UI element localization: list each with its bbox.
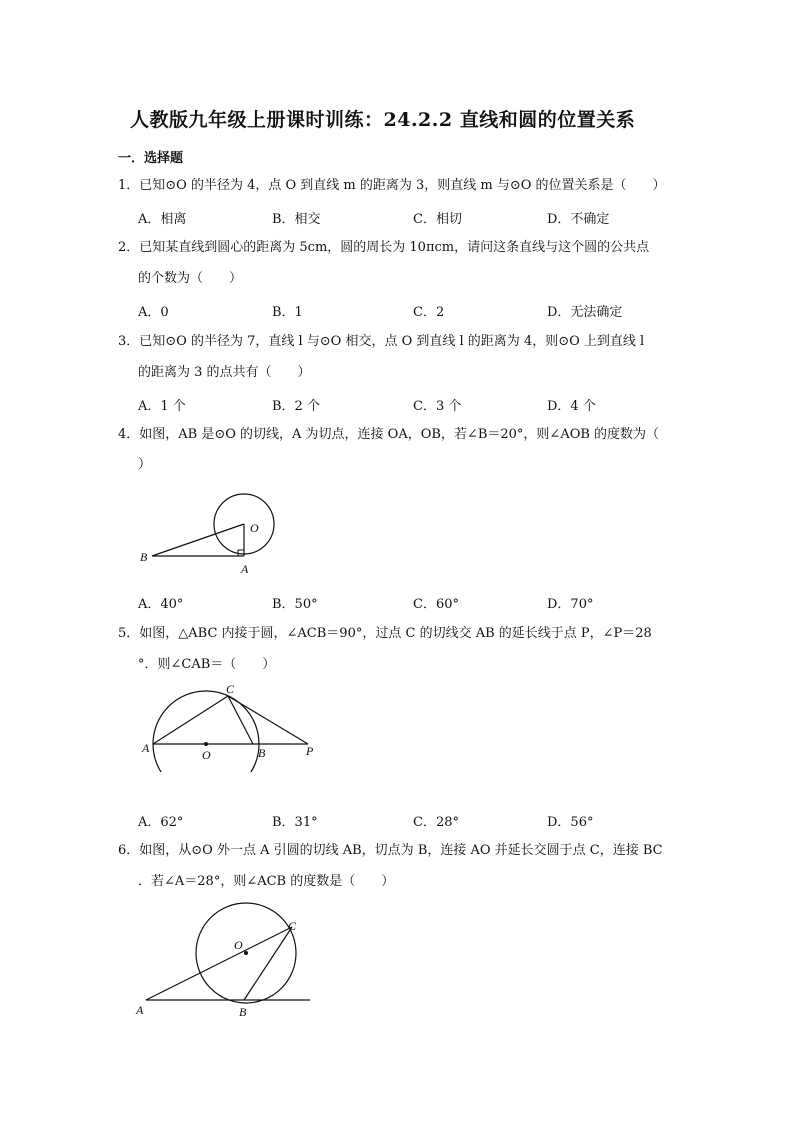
question-3-option-a: A．1 个 (138, 399, 186, 414)
question-6-figure (130, 900, 330, 1025)
question-1-option-b: B．相交 (272, 212, 321, 227)
question-3-option-b: B．2 个 (272, 399, 320, 414)
section-heading: 一．选择题 (118, 151, 184, 166)
label-b: B (258, 746, 266, 760)
question-4-text-line-1: 4．如图，AB 是⊙O 的切线，A 为切点，连接 OA，OB，若∠B＝20°，则∠AOB 的度数为（ (118, 427, 660, 442)
question-5-option-b: B．31° (272, 815, 318, 830)
question-3-text-line-2: 的距离为 3 的点共有（ ） (138, 365, 311, 380)
question-6-text-line-2: ．若∠A＝28°，则∠ACB 的度数是（ ） (138, 874, 395, 889)
question-1-text: 1．已知⊙O 的半径为 4，点 O 到直线 m 的距离为 3，则直线 m 与⊙O 的位置关系是（ ） (118, 178, 666, 193)
line-ac (146, 927, 292, 1000)
label-b: B (140, 550, 148, 564)
question-1-option-a: A．相离 (138, 212, 187, 227)
question-4-option-d: D．70° (547, 597, 594, 612)
label-o: O (234, 938, 243, 952)
question-2-option-c: C．2 (413, 305, 445, 320)
question-4-option-c: C．60° (413, 597, 459, 612)
question-5-text-line-1: 5．如图，△ABC 内接于圆，∠ACB＝90°，过点 C 的切线交 AB 的延长线于点 P，∠P＝28 (118, 626, 652, 641)
center-point (244, 951, 248, 955)
question-5-option-a: A．62° (138, 815, 184, 830)
page-title: 人教版九年级上册课时训练：24.2.2 直线和圆的位置关系 (130, 109, 636, 131)
question-2-option-a: A．0 (138, 305, 169, 320)
label-o: O (202, 748, 211, 762)
label-b: B (239, 1005, 247, 1019)
question-5-option-c: C．28° (413, 815, 459, 830)
question-2-option-b: B．1 (272, 305, 303, 320)
label-p: P (306, 744, 314, 758)
question-4-text-line-2: ） (138, 457, 152, 472)
label-c: C (226, 682, 235, 696)
question-3-option-c: C．3 个 (413, 399, 462, 414)
question-4-option-b: B．50° (272, 597, 318, 612)
question-2-text-line-1: 2．已知某直线到圆心的距离为 5cm，圆的周长为 10πcm，请问这条直线与这个圆的公共点 (118, 240, 650, 255)
label-a: A (142, 741, 150, 755)
question-3-text-line-1: 3．已知⊙O 的半径为 7，直线 l 与⊙O 相交，点 O 到直线 l 的距离为 4，则⊙O 上到直线 l (118, 334, 645, 349)
label-a: A (136, 1003, 144, 1017)
question-6-text-line-1: 6．如图，从⊙O 外一点 A 引圆的切线 AB，切点为 B，连接 AO 并延长交圆于点 C，连接 BC (118, 843, 663, 858)
question-5-option-d: D．56° (547, 815, 594, 830)
question-1-option-c: C．相切 (413, 212, 462, 227)
label-o: O (250, 521, 259, 535)
question-4-figure (130, 485, 290, 580)
label-a: A (241, 562, 249, 576)
question-5-text-line-2: °．则∠CAB＝（ ） (138, 657, 276, 672)
question-3-option-d: D．4 个 (547, 399, 596, 414)
question-1-option-d: D．不确定 (547, 212, 610, 227)
label-c: C (288, 919, 297, 933)
segment-bc (244, 927, 292, 1000)
segment-ac (153, 696, 228, 744)
question-2-option-d: D．无法确定 (547, 305, 623, 320)
center-point (204, 742, 208, 746)
question-5-figure (130, 682, 330, 772)
question-4-option-a: A．40° (138, 597, 184, 612)
question-2-text-line-2: 的个数为（ ） (138, 271, 243, 286)
